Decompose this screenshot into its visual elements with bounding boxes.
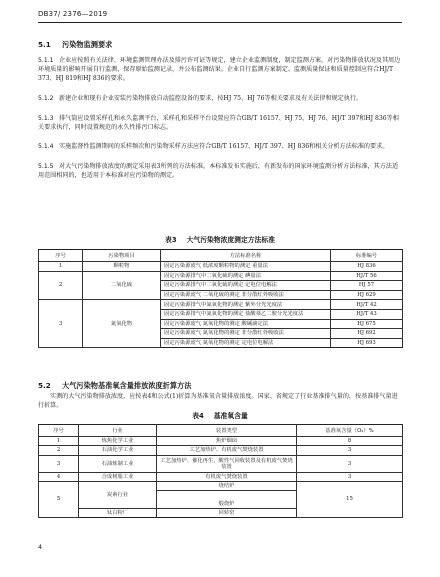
oxygen-value: 3 — [297, 472, 403, 481]
industry — [79, 499, 157, 508]
column-header: 装置类型 — [157, 425, 297, 437]
table-row — [39, 446, 403, 455]
industry: 钛白粉厂 — [79, 508, 157, 517]
row-number: 5 — [39, 481, 79, 517]
industry: 石油炼制工业 — [79, 455, 157, 472]
device-type: 有机废气焚烧装置 — [157, 472, 297, 481]
method-name: 固定污染源排气中氮氧化物的测定 盐酸萘乙二胺分光光度法 — [161, 309, 331, 319]
clause-number: 5.1.3 — [38, 115, 54, 122]
clause-5-1-4 — [38, 143, 402, 152]
clause-text: 排气筒应设置采样孔和永久监测平台，采样孔和采样平台设置应符合GB/T 16157、HJ 75、HJ 76、HJ/T 397和HJ 836等相关要求执行，同时设置规范的永久性排污口标志。 — [38, 115, 399, 131]
device-type: 回转窑 — [157, 508, 297, 517]
table-row — [39, 437, 403, 446]
table-4-caption — [38, 410, 402, 420]
row-number: 2 — [39, 271, 83, 300]
table-row — [39, 262, 403, 272]
method-name: 固定污染源排气中二氧化硫的测定 碘量法 — [161, 271, 331, 281]
device-type: 煅烧炉 — [157, 499, 297, 508]
section-5-2-heading — [38, 381, 191, 391]
clause-number: 5.1.4 — [38, 143, 54, 150]
row-number: 4 — [39, 472, 79, 481]
clause-number: 5.1.5 — [38, 163, 54, 170]
section-number: 5.2 — [38, 381, 51, 390]
standard-code: HJ 836 — [331, 262, 403, 272]
standard-code: HJ 57 — [331, 281, 403, 291]
table-row — [39, 300, 403, 310]
industry: 合成树脂工业 — [79, 472, 157, 481]
page-number: 4 — [38, 543, 43, 551]
standard-code: HJ/T 43 — [331, 309, 403, 319]
column-header: 行业 — [79, 425, 157, 437]
row-number: 2 — [39, 446, 79, 455]
industry: 石油化学工业 — [79, 446, 157, 455]
table-header-row — [39, 250, 403, 262]
industry — [79, 481, 157, 490]
device-type — [157, 491, 297, 500]
industry: 炼焦化学工业 — [79, 437, 157, 446]
section-title: 大气污染物基准氧含量排放浓度折算方法 — [62, 381, 192, 390]
standard-code: HJ/T 42 — [331, 300, 403, 310]
table-label: 表3 — [165, 236, 177, 244]
table-row — [39, 481, 403, 490]
method-name: 固定污染源排气中二氧化硫的测定 定电位电解法 — [161, 281, 331, 291]
standard-code: HJ 692 — [331, 329, 403, 339]
table-label: 表4 — [192, 412, 204, 420]
oxygen-value: 8 — [297, 437, 403, 446]
pollutant-item: 颗粒物 — [83, 262, 161, 272]
pollutant-item: 二氧化硫 — [83, 271, 161, 300]
method-name: 固定污染源废气 二氧化硫的测定 非分散红外吸收法 — [161, 290, 331, 300]
table-header-row — [39, 425, 403, 437]
clause-5-1-2 — [38, 95, 402, 104]
row-number: 1 — [39, 262, 83, 272]
clause-5-1-3 — [38, 115, 402, 133]
oxygen-value: 3 — [297, 446, 403, 455]
column-header: 方法标准名称 — [161, 250, 331, 262]
header-rule — [38, 22, 402, 23]
method-name: 固定污染源废气 氮氧化物的测定 定电位电解法 — [161, 338, 331, 348]
table-title: 基准氧含量 — [213, 412, 248, 420]
column-header: 序号 — [39, 425, 79, 437]
oxygen-value: 3 — [297, 455, 403, 472]
device-type: 焦炉烟囱 — [157, 437, 297, 446]
clause-text: 企业应按照有关法律、环境监测管理办法及排污许可证等规定，建立企业监测制度，制定监测方案，对污染物排放状况及其周边环境质量的影响开展自行监测，保存原始监测记录，并公布监测结果。企业自行监测方案制定、监测质量保证和质量控制应符合HJ/T 373、HJ 819和HJ 836的要求。 — [38, 57, 401, 82]
section-5-1-heading — [38, 40, 112, 50]
method-name: 固定污染源排气中氮氧化物的测定 紫外分光光度法 — [161, 300, 331, 310]
section-title: 污染物监测要求 — [62, 40, 113, 49]
device-type: 工艺加热炉、有机废气焚烧装置 — [157, 446, 297, 455]
clause-number: 5.1.1 — [38, 57, 54, 64]
standard-code: HJ/T 56 — [331, 271, 403, 281]
column-header: 基准氧含量（O₂）% — [297, 425, 403, 437]
standard-code: HJ 675 — [331, 319, 403, 329]
row-number: 3 — [39, 300, 83, 348]
clause-number: 5.1.2 — [38, 95, 54, 102]
method-name: 固定污染源废气 氮氧化物的测定 非分散红外吸收法 — [161, 329, 331, 339]
clause-text: 新建企业和现有企业安装污染物排放自动监控设备的要求，按HJ 75、HJ 76等相关要求及有关法律和规定执行。 — [59, 95, 363, 102]
oxygen-value: 15 — [297, 481, 403, 517]
row-number: 1 — [39, 437, 79, 446]
device-type: 工艺加热炉、催化再生、酸性气回收装置及有机废气焚烧装置 — [157, 455, 297, 472]
standard-code: HJ 693 — [331, 338, 403, 348]
column-header: 污染物项目 — [83, 250, 161, 262]
clause-text: 对大气污染物排放浓度的测定采用表3所列的方法标准。本标准发布实施后，有新发布的国家环境监测分析方法标准，其方法适用范围相同的，也适用于本标准对应污染物的测定。 — [38, 163, 399, 179]
method-name: 固定污染源废气 低浓度颗粒物的测定 重量法 — [161, 262, 331, 272]
standard-id: DB37/ 2376—2019 — [38, 10, 108, 18]
clause-text: 实施监督性监测期间的采样频次和污染物采样方法应符合GB/T 16157、HJ/T 397、HJ 836和相关分析方法标准的要求。 — [59, 143, 389, 150]
clause-5-1-1 — [38, 57, 402, 84]
column-header: 标准编号 — [331, 250, 403, 262]
clause-5-1-5 — [38, 163, 402, 181]
method-name: 固定污染源废气 氮氧化物的测定 酸碱滴定法 — [161, 319, 331, 329]
table-3 — [38, 249, 403, 348]
device-type: 烧结炉 — [157, 481, 297, 490]
column-header: 序号 — [39, 250, 83, 262]
section-number: 5.1 — [38, 40, 51, 49]
section-5-2-paragraph: 实测的大气污染物排放浓度，应按表4和公式(1)折算为基准氧含量排放浓度。国家、省规定了行业基准排气量的，按基准排气量进行折算。 — [38, 393, 398, 409]
table-row — [39, 455, 403, 472]
table-row — [39, 271, 403, 281]
pollutant-item: 氮氧化物 — [83, 300, 161, 348]
standard-code: HJ 629 — [331, 290, 403, 300]
table-row — [39, 472, 403, 481]
table-3-caption — [38, 234, 402, 244]
row-number: 3 — [39, 455, 79, 472]
table-title: 大气污染物浓度测定方法标准 — [186, 236, 275, 244]
industry: 炭素行业 — [79, 491, 157, 500]
table-4 — [38, 424, 403, 518]
